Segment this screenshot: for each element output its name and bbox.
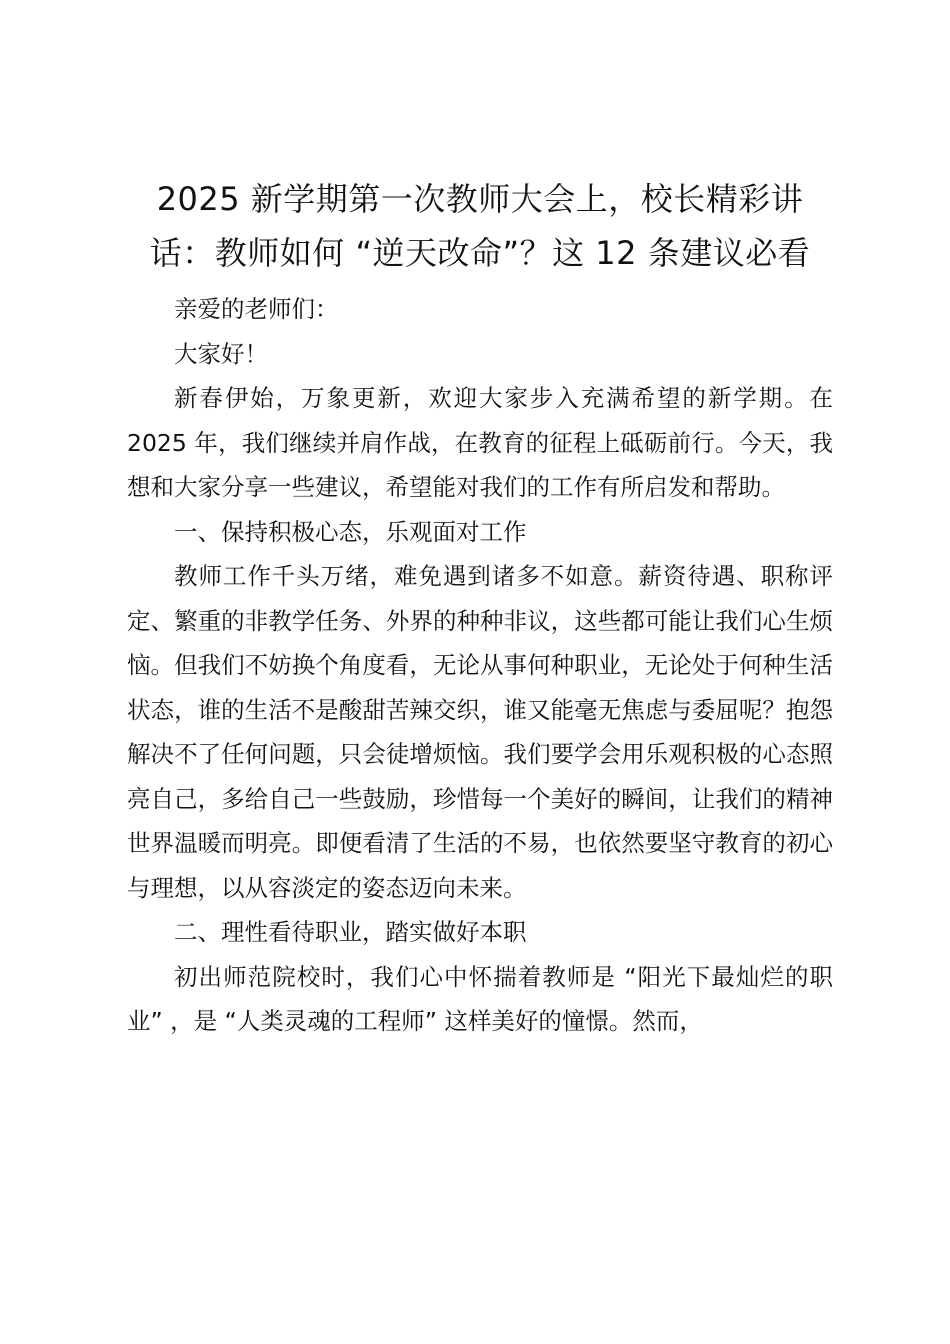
document-title: 2025 新学期第一次教师大会上，校长精彩讲话：教师如何 “逆天改命”？这 12 条建议必看 [149, 180, 811, 272]
intro-paragraph: 新春伊始，万象更新，欢迎大家步入充满希望的新学期。在 2025 年，我们继续并肩作战，在教育的征程上砥砺前行。今天，我想和大家分享一些建议，希望能对我们的工作有所启发和帮助。 [127, 384, 833, 501]
section-2-heading: 二、理性看待职业，踏实做好本职 [174, 918, 527, 946]
document-page [127, 172, 833, 1044]
document-body [127, 287, 833, 1044]
greeting-paragraph: 亲爱的老师们： [174, 295, 339, 323]
section-1-heading: 一、保持积极心态，乐观面对工作 [174, 517, 527, 546]
hello-paragraph: 大家好！ [174, 339, 268, 368]
section-2-paragraph: 初出师范院校时，我们心中怀揣着教师是 “阳光下最灿烂的职业” ，是 “人类灵魂的工程师” 这样美好的憧憬。然而， [127, 962, 833, 1035]
section-1-paragraph: 教师工作千头万绪，难免遇到诸多不如意。薪资待遇、职称评定、繁重的非教学任务、外界的种种非议，这些都可能让我们心生烦恼。但我们不妨换个角度看，无论从事何种职业，无论处于何种生活状态，谁的生活不是酸甜苦辣交织，谁又能毫无焦虑与委屈呢？抱怨解决不了任何问题，只会徒增烦恼。我们要学会用乐观积极的心态照亮自己，多给自己一些鼓励，珍惜每一个美好的瞬间，让我们的精神世界温暖而明亮。即便看清了生活的不易，也依然要坚守教育的初心与理想，以从容淡定的姿态迈向未来。 [127, 562, 833, 902]
